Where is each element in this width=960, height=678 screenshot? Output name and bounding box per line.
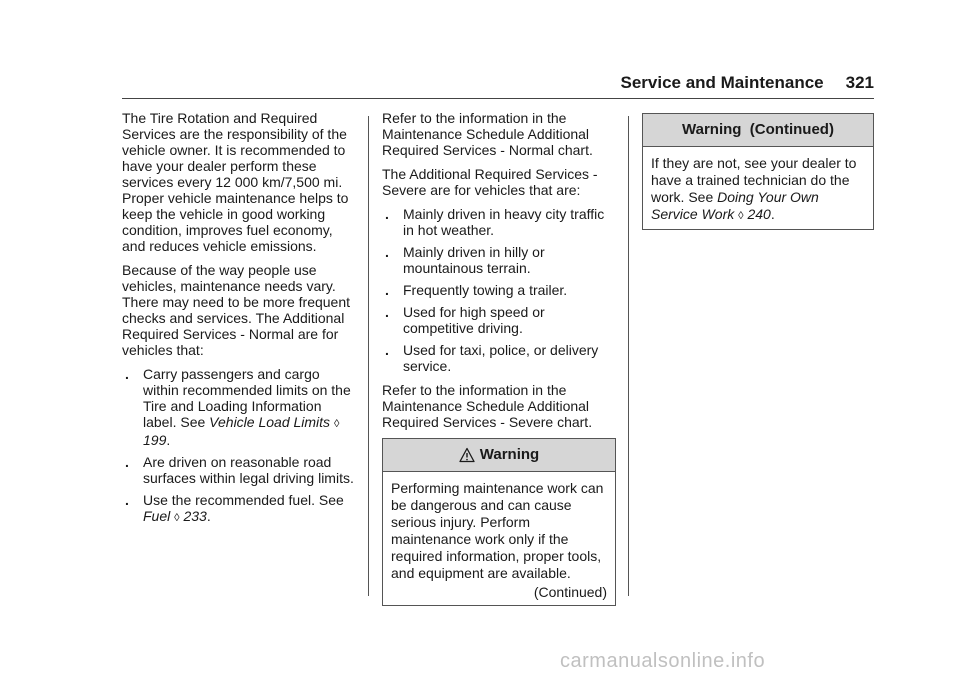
cross-reference-link[interactable]: Vehicle Load Limits	[209, 414, 331, 430]
list-item	[382, 206, 616, 238]
warning-title: Warning (Continued)	[682, 121, 834, 138]
warning-text: Performing maintenance work can be dangerous and can cause serious injury. Perform maintenance work only if the required information, proper tools, and equipment are available.	[391, 480, 604, 581]
header-rule	[122, 98, 874, 99]
warning-header	[643, 114, 873, 147]
list-item-text: Mainly driven in heavy city traffic in hot weather.	[403, 206, 605, 238]
bullet-glyph: .	[385, 244, 389, 260]
list-item-text: Carry passengers and cargo within recommended limits on the Tire and Loading Information label. See	[143, 366, 351, 430]
page-header	[122, 70, 874, 96]
reference-page[interactable]: 199	[143, 432, 167, 448]
reference-page[interactable]: 233	[183, 508, 207, 524]
page-number: 321	[845, 73, 874, 92]
paragraph: Refer to the information in the Maintenance Schedule Additional Required Services - Normal chart.	[382, 110, 593, 158]
section-title: Service and Maintenance	[620, 73, 824, 92]
warning-body	[643, 147, 873, 229]
list-item	[122, 492, 358, 526]
bullet-glyph: .	[385, 342, 389, 358]
bullet-list	[122, 366, 358, 526]
list-item	[382, 342, 616, 374]
cross-reference-link[interactable]: Doing Your Own Service Work	[651, 189, 819, 222]
paragraph: The Tire Rotation and Required Services are the responsibility of the vehicle owner. It is recommended to have your dealer perform these services every 12 000 km/7,500 mi. Proper vehicle maintenance helps to keep the vehicle in good working condition, improves fuel economy, and reduces vehicle emissions.	[122, 110, 349, 254]
list-item-text: Use the recommended fuel. See	[143, 492, 344, 508]
punctuation: .	[206, 508, 211, 524]
column-divider	[368, 116, 369, 596]
list-item	[382, 282, 616, 298]
list-item-text: Used for high speed or competitive driving.	[403, 304, 545, 336]
reference-arrow-icon: ◊	[174, 512, 180, 524]
list-item-text: Mainly driven in hilly or mountainous terrain.	[403, 244, 545, 276]
bullet-glyph: .	[125, 366, 129, 382]
list-item	[382, 244, 616, 276]
bullet-list	[382, 206, 616, 374]
column-divider	[628, 116, 629, 596]
bullet-glyph: .	[125, 492, 129, 508]
warning-box	[382, 438, 616, 606]
reference-arrow-icon: ◊	[738, 210, 744, 222]
list-item	[122, 366, 358, 448]
paragraph: Because of the way people use vehicles, maintenance needs vary. There may need to be more frequent checks and services. The Additional Required Services - Normal are for vehicles that:	[122, 262, 351, 358]
warning-body	[383, 472, 615, 605]
list-item-text: Used for taxi, police, or delivery service.	[403, 342, 599, 374]
warning-text	[651, 155, 865, 225]
reference-arrow-icon: ◊	[333, 418, 340, 430]
column-3	[642, 110, 874, 230]
column-1	[122, 110, 358, 534]
warning-header	[383, 439, 615, 472]
list-item	[122, 454, 358, 486]
punctuation: .	[770, 206, 775, 222]
column-2	[382, 110, 616, 606]
punctuation: .	[166, 432, 171, 448]
warning-title: Warning	[479, 446, 540, 463]
warning-icon	[459, 447, 475, 463]
paragraph: The Additional Required Services - Severe are for vehicles that are:	[382, 166, 598, 198]
reference-page[interactable]: 240	[747, 206, 771, 222]
list-item-text: Are driven on reasonable road surfaces within legal driving limits.	[143, 454, 354, 486]
warning-box-continued	[642, 113, 874, 230]
list-item-text: Frequently towing a trailer.	[403, 282, 568, 298]
bullet-glyph: .	[125, 454, 129, 470]
bullet-glyph: .	[385, 206, 389, 222]
bullet-glyph: .	[385, 282, 389, 298]
continued-label: (Continued)	[533, 584, 607, 600]
list-item	[382, 304, 616, 336]
bullet-glyph: .	[385, 304, 389, 320]
cross-reference-link[interactable]: Fuel	[143, 508, 171, 524]
watermark: carmanualsonline.info	[560, 650, 766, 672]
warning-text-span: If they are not, see your dealer to have a trained technician do the work. See	[651, 155, 857, 205]
paragraph: Refer to the information in the Maintenance Schedule Additional Required Services - Severe chart.	[382, 382, 593, 430]
